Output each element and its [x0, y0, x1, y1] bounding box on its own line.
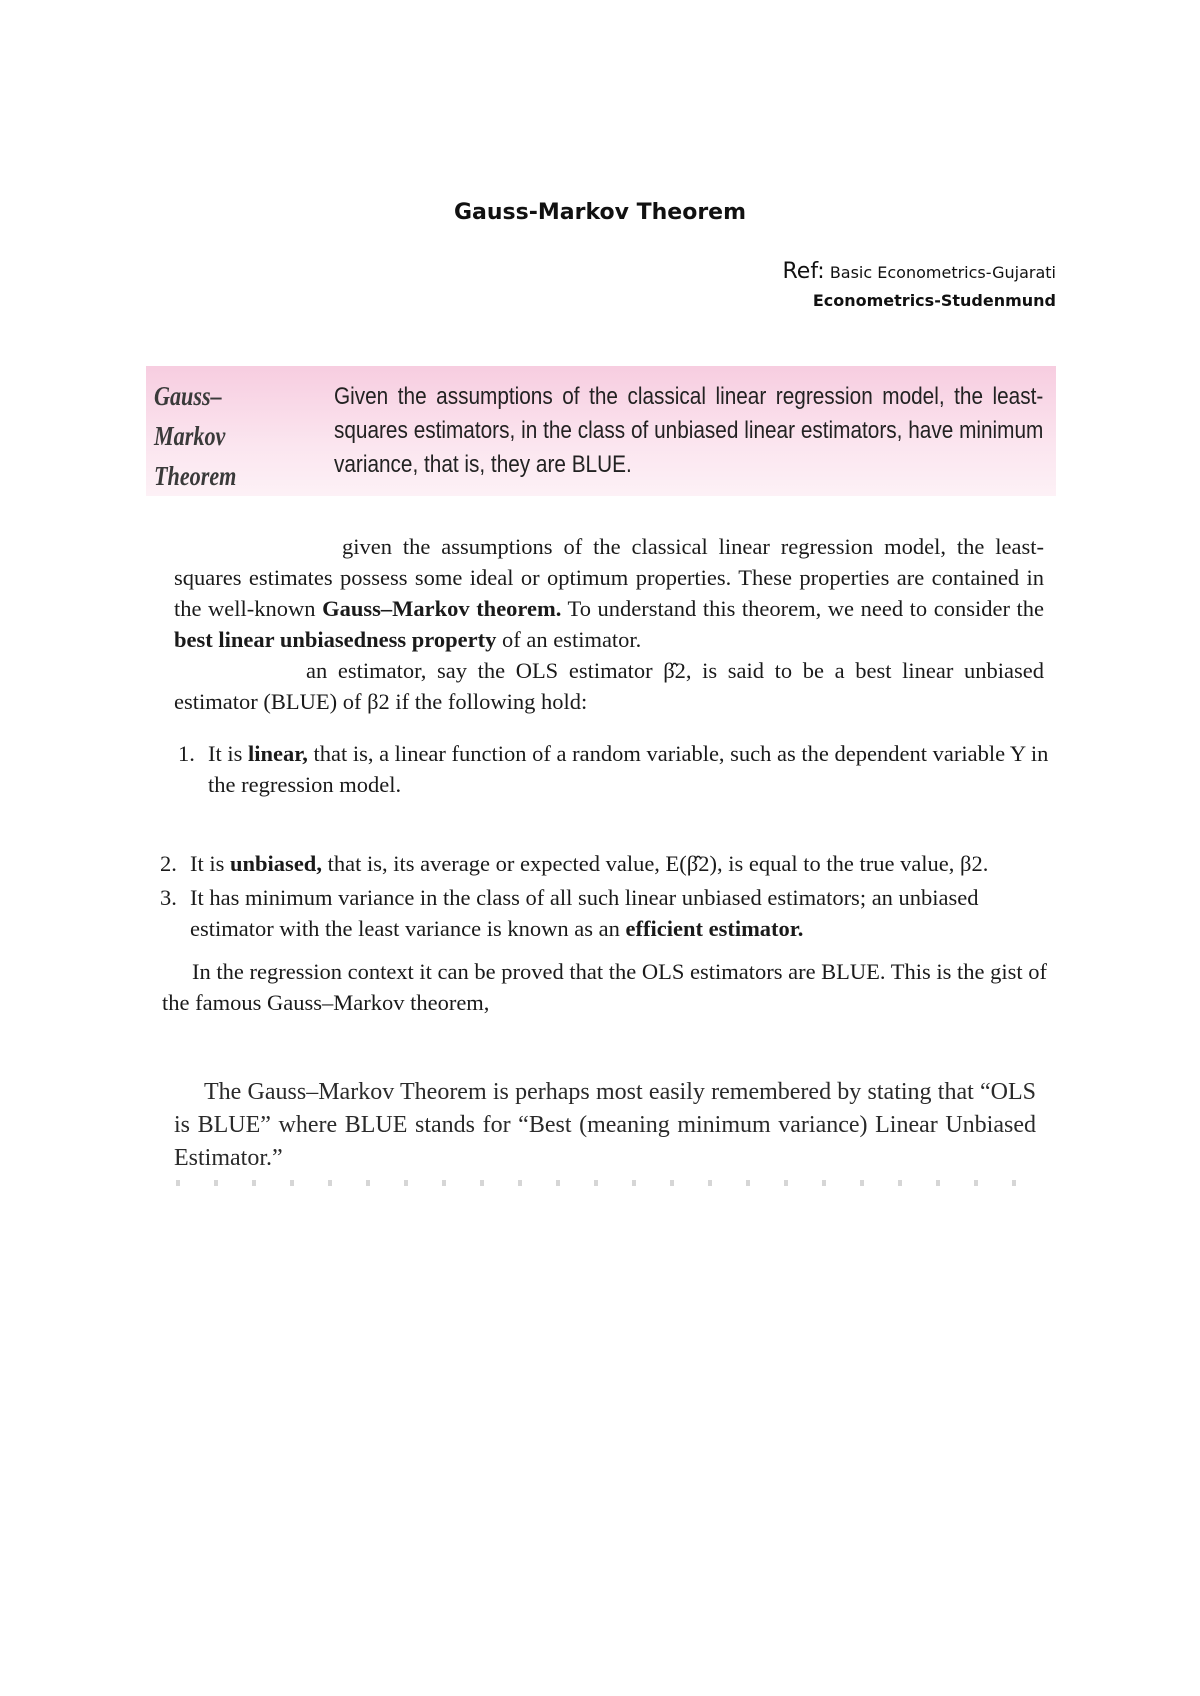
summary-paragraph: In the regression context it can be proved that the OLS estimators are BLUE. This is the gist of the famous Gauss–Markov theorem,: [162, 959, 1048, 1015]
list-text: that is, a linear function of a random variable, such as the dependent variable Y in the regression model.: [208, 741, 1049, 797]
definition-term: Gauss–Markov Theorem: [154, 381, 237, 491]
reference-block: [783, 258, 1057, 315]
intro-text-1: given the assumptions of the classical linear regression model, the least-squares estimates possess some ideal or optimum properties. These properties are contained in the well-known: [174, 534, 1044, 621]
list-item: [178, 738, 1050, 800]
faded-text-remnant: [176, 1180, 1036, 1186]
intro-text-3: of an estimator.: [496, 627, 642, 652]
list-number: 1.: [178, 741, 195, 766]
definition-box: [146, 366, 1056, 496]
intro-bold-theorem: Gauss–Markov theorem.: [322, 596, 562, 621]
list-text: It has minimum variance in the class of all such linear unbiased estimators; an unbiased estimator with the least variance is known as an: [190, 885, 979, 941]
ref-label: Ref:: [782, 259, 825, 284]
list-text: It is: [190, 851, 231, 876]
ref-source-gujarati: Basic Econometrics-Gujarati: [829, 263, 1056, 282]
list-bold: unbiased,: [230, 851, 322, 876]
list-bold: linear,: [248, 741, 308, 766]
list-bold: efficient estimator.: [625, 916, 804, 941]
page-title: Gauss-Markov Theorem: [453, 200, 747, 225]
list-number: 2.: [160, 851, 177, 876]
intro-text-2: To understand this theorem, we need to consider the: [561, 596, 1044, 621]
list-item: [160, 882, 1060, 944]
list-text: It is: [208, 741, 249, 766]
list-item: [160, 848, 1060, 879]
intro-text-4: an estimator, say the OLS estimator β̂2, is said to be a best linear unbiased estimator (BLUE) of β2 if the following hold:: [174, 658, 1044, 714]
ref-source-studenmund: Econometrics-Studenmund: [812, 291, 1056, 310]
list-number: 3.: [160, 885, 177, 910]
intro-bold-property: best linear unbiasedness property: [174, 627, 497, 652]
studenmund-paragraph: The Gauss–Markov Theorem is perhaps most easily remembered by stating that “OLS is BLUE” where BLUE stands for “Best (meaning minimum variance) Linear Unbiased Estimator.”: [174, 1079, 1036, 1171]
definition-text: Given the assumptions of the classical linear regression model, the least-squares estimators, in the class of unbiased linear estimators, have minimum variance, that is, they are BLUE.: [334, 383, 1044, 478]
list-text: that is, its average or expected value, E(β̂2), is equal to the true value, β2.: [321, 851, 989, 876]
intro-paragraph: [174, 531, 1044, 717]
